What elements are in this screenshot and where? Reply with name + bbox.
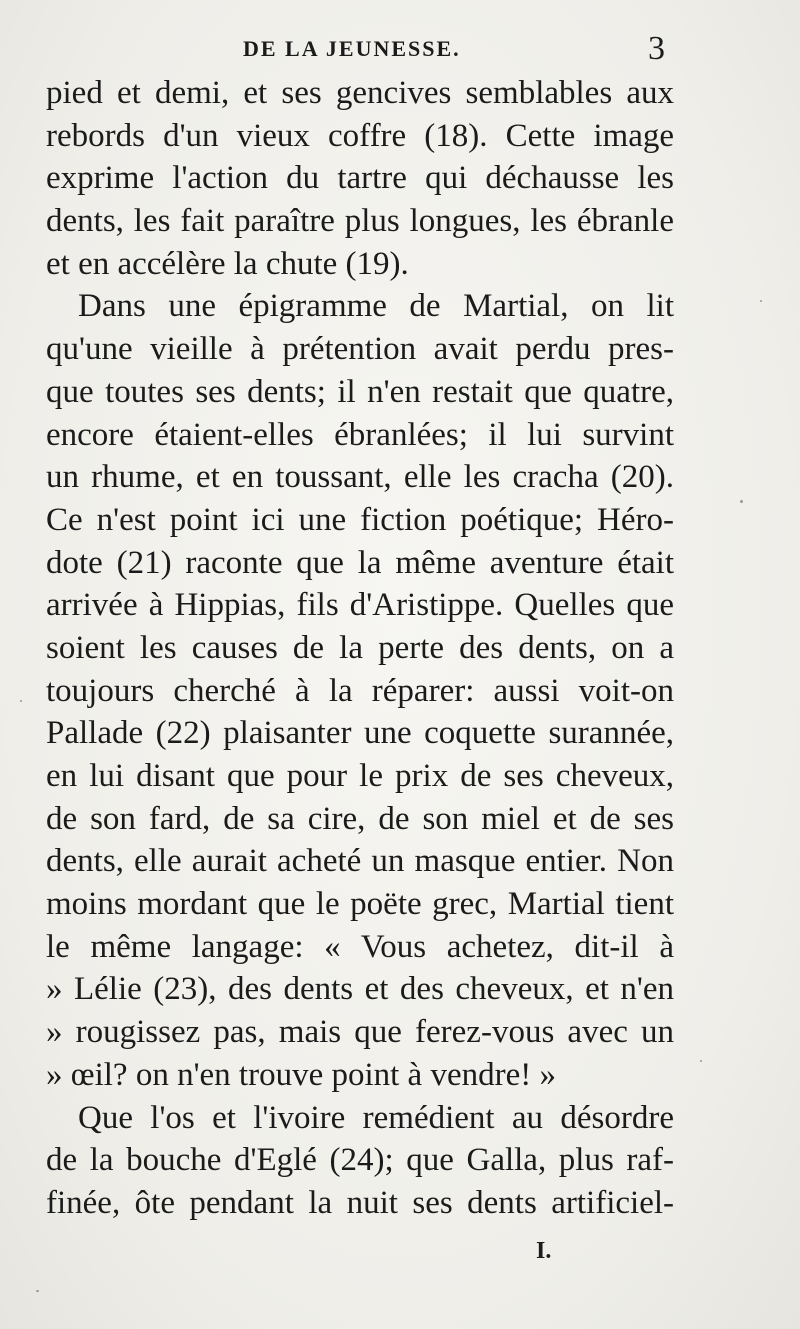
text-line: rebords d'un vieux coffre (18). Cette image xyxy=(46,117,674,154)
paper-speck xyxy=(20,700,22,702)
text-line: exprime l'action du tartre qui déchausse les xyxy=(46,160,674,197)
text-line: dote (21) raconte que la même aventure était xyxy=(46,544,674,581)
text-line: dents, elle aurait acheté un masque entier. Non xyxy=(46,843,674,880)
text-line: Pallade (22) plaisanter une coquette surannée, xyxy=(46,715,674,752)
body-text xyxy=(46,72,674,1225)
text-line: et en accélère la chute (19). xyxy=(46,245,409,282)
paragraph-first-line: Dans une épigramme de Martial, on lit xyxy=(78,288,674,325)
text-line: toujours cherché à la réparer: aussi voit-on xyxy=(46,672,674,709)
signature-mark: I. xyxy=(536,1238,552,1264)
text-line: de son fard, de sa cire, de son miel et de ses xyxy=(46,800,674,837)
paper-speck xyxy=(36,1290,39,1292)
text-line: arrivée à Hippias, fils d'Aristippe. Quelles que xyxy=(46,587,674,624)
text-line: finée, ôte pendant la nuit ses dents artificiel- xyxy=(46,1184,674,1221)
text-line: » Lélie (23), des dents et des cheveux, et n'en xyxy=(46,971,674,1008)
paragraph-first-line: Que l'os et l'ivoire remédient au désordre xyxy=(78,1099,674,1136)
text-line: en lui disant que pour le prix de ses cheveux, xyxy=(46,758,674,794)
text-line: qu'une vieille à prétention avait perdu pres- xyxy=(46,331,674,368)
text-line: que toutes ses dents; il n'en restait que quatre, xyxy=(46,373,674,410)
page-number: 3 xyxy=(648,30,665,67)
text-line: » œil? on n'en trouve point à vendre! » xyxy=(46,1056,556,1093)
paper-speck xyxy=(760,300,762,302)
paper-speck xyxy=(740,500,743,503)
paper-speck xyxy=(700,1060,702,1062)
text-line: moins mordant que le poëte grec, Martial tient xyxy=(46,886,674,923)
text-line: le même langage: « Vous achetez, dit-il à xyxy=(46,928,674,965)
text-line: » rougissez pas, mais que ferez-vous avec un xyxy=(46,1014,674,1051)
text-line: un rhume, et en toussant, elle les cracha (20). xyxy=(46,459,674,496)
text-line: Ce n'est point ici une fiction poétique; Héro- xyxy=(46,501,674,538)
text-line: pied et demi, et ses gencives semblables aux xyxy=(46,75,674,111)
text-line: de la bouche d'Eglé (24); que Galla, plus raf- xyxy=(46,1142,674,1179)
text-line: dents, les fait paraître plus longues, les ébranle xyxy=(46,203,674,240)
page-header xyxy=(0,30,800,70)
text-line: soient les causes de la perte des dents, on a xyxy=(46,629,674,666)
running-head: DE LA JEUNESSE. xyxy=(243,36,461,61)
text-line: encore étaient-elles ébranlées; il lui survint xyxy=(46,416,674,453)
